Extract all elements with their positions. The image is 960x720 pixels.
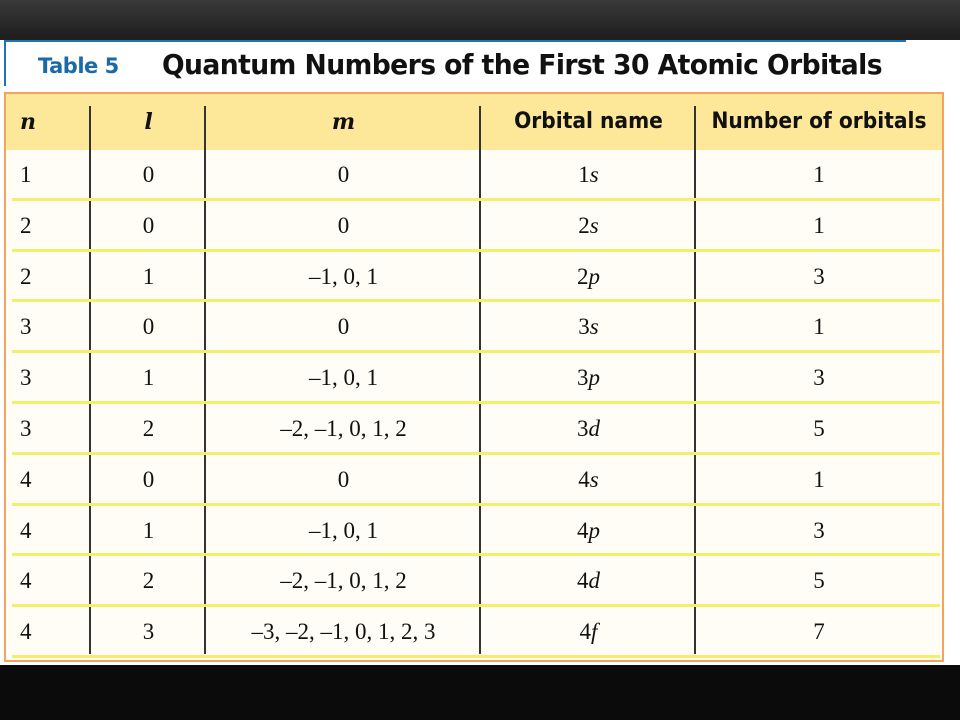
cell-n: 2 bbox=[20, 212, 32, 238]
cell-m: –1, 0, 1 bbox=[309, 365, 378, 391]
orbital-letter: p bbox=[588, 517, 600, 543]
table-row bbox=[6, 404, 942, 455]
orbital-number: 3 bbox=[577, 365, 589, 391]
cell-m: 0 bbox=[337, 314, 350, 340]
header-l: l bbox=[144, 109, 153, 135]
cell-m: 0 bbox=[337, 212, 350, 238]
quantum-numbers-table bbox=[4, 92, 944, 662]
cell-n: 2 bbox=[20, 263, 32, 289]
cell-number-of-orbitals: 7 bbox=[813, 619, 825, 645]
header-number-of-orbitals: Number of orbitals bbox=[711, 109, 927, 134]
cell-number-of-orbitals: 5 bbox=[813, 568, 825, 594]
cell-orbital-name bbox=[481, 302, 696, 352]
orbital-letter: s bbox=[589, 162, 599, 187]
orbital-letter: d bbox=[588, 568, 600, 594]
cell-n: 4 bbox=[20, 517, 32, 543]
table-row bbox=[6, 607, 942, 658]
table-row bbox=[6, 252, 942, 303]
orbital-letter: f bbox=[591, 619, 598, 645]
cell-number-of-orbitals: 1 bbox=[813, 162, 825, 187]
orbital-letter: s bbox=[589, 314, 599, 340]
cell-number-of-orbitals: 3 bbox=[813, 517, 825, 543]
cell-orbital-name bbox=[481, 607, 696, 657]
cell-n: 4 bbox=[20, 619, 32, 645]
cell-m: –2, –1, 0, 1, 2 bbox=[280, 416, 407, 441]
cell-n: 3 bbox=[20, 314, 32, 340]
cell-number-of-orbitals: 1 bbox=[813, 212, 825, 238]
cell-orbital-name bbox=[481, 353, 696, 403]
orbital-letter: s bbox=[589, 466, 599, 492]
cell-l: 3 bbox=[142, 619, 155, 645]
cell-n: 3 bbox=[20, 416, 32, 441]
cell-number-of-orbitals: 5 bbox=[813, 416, 825, 441]
orbital-number: 4 bbox=[577, 517, 589, 543]
cell-m: 0 bbox=[337, 162, 350, 187]
orbital-number: 3 bbox=[578, 314, 590, 340]
orbital-letter: p bbox=[588, 365, 600, 391]
cell-m: –3, –2, –1, 0, 1, 2, 3 bbox=[251, 619, 436, 645]
cell-m: –2, –1, 0, 1, 2 bbox=[280, 568, 407, 594]
orbital-number: 2 bbox=[578, 212, 590, 238]
orbital-number: 2 bbox=[577, 263, 589, 289]
table-row bbox=[6, 150, 942, 201]
table-row bbox=[6, 455, 942, 506]
orbital-letter: p bbox=[588, 263, 600, 289]
cell-number-of-orbitals: 3 bbox=[813, 263, 825, 289]
row-rule bbox=[12, 655, 940, 658]
orbital-number: 4 bbox=[578, 466, 590, 492]
orbital-number: 4 bbox=[579, 619, 592, 645]
cell-m: –1, 0, 1 bbox=[309, 517, 378, 543]
cell-n: 3 bbox=[20, 365, 32, 391]
table-label: Table 5 bbox=[38, 54, 119, 78]
orbital-letter: s bbox=[589, 212, 599, 238]
cell-l: 0 bbox=[142, 212, 155, 238]
cell-number-of-orbitals: 1 bbox=[813, 466, 825, 492]
cell-l: 2 bbox=[142, 416, 155, 441]
cell-l: 0 bbox=[142, 466, 155, 492]
cell-n: 4 bbox=[20, 466, 32, 492]
table-row bbox=[6, 353, 942, 404]
table-row bbox=[6, 201, 942, 252]
cell-number-of-orbitals: 1 bbox=[813, 314, 825, 340]
cell-orbital-name bbox=[481, 404, 696, 454]
header-m: m bbox=[331, 109, 356, 135]
cell-l: 2 bbox=[142, 568, 155, 594]
cell-l: 0 bbox=[142, 162, 155, 187]
cell-orbital-name bbox=[481, 506, 696, 556]
header-orbital-name: Orbital name bbox=[514, 109, 663, 134]
orbital-number: 3 bbox=[577, 416, 589, 441]
cell-n: 4 bbox=[20, 568, 32, 594]
table-row bbox=[6, 302, 942, 353]
cell-orbital-name bbox=[481, 556, 696, 606]
cell-orbital-name bbox=[481, 201, 696, 251]
table-row bbox=[6, 506, 942, 557]
cell-orbital-name bbox=[481, 150, 696, 200]
table-title: Quantum Numbers of the First 30 Atomic Orbitals bbox=[162, 48, 882, 81]
table-header-row bbox=[6, 94, 942, 150]
cell-orbital-name bbox=[481, 455, 696, 505]
orbital-number: 4 bbox=[577, 568, 589, 594]
orbital-number: 1 bbox=[578, 162, 590, 187]
table-row bbox=[6, 556, 942, 607]
cell-orbital-name bbox=[481, 252, 696, 302]
cell-m: –1, 0, 1 bbox=[309, 263, 378, 289]
header-n: n bbox=[20, 109, 36, 135]
orbital-letter: d bbox=[588, 416, 600, 441]
cell-l: 1 bbox=[142, 365, 155, 391]
table-caption bbox=[4, 40, 906, 86]
cell-l: 1 bbox=[142, 263, 155, 289]
cell-l: 0 bbox=[142, 314, 155, 340]
slide bbox=[0, 40, 960, 665]
bottom-band bbox=[0, 665, 960, 720]
cell-l: 1 bbox=[142, 517, 155, 543]
cell-m: 0 bbox=[337, 466, 350, 492]
cell-number-of-orbitals: 3 bbox=[813, 365, 825, 391]
cell-n: 1 bbox=[20, 162, 32, 187]
